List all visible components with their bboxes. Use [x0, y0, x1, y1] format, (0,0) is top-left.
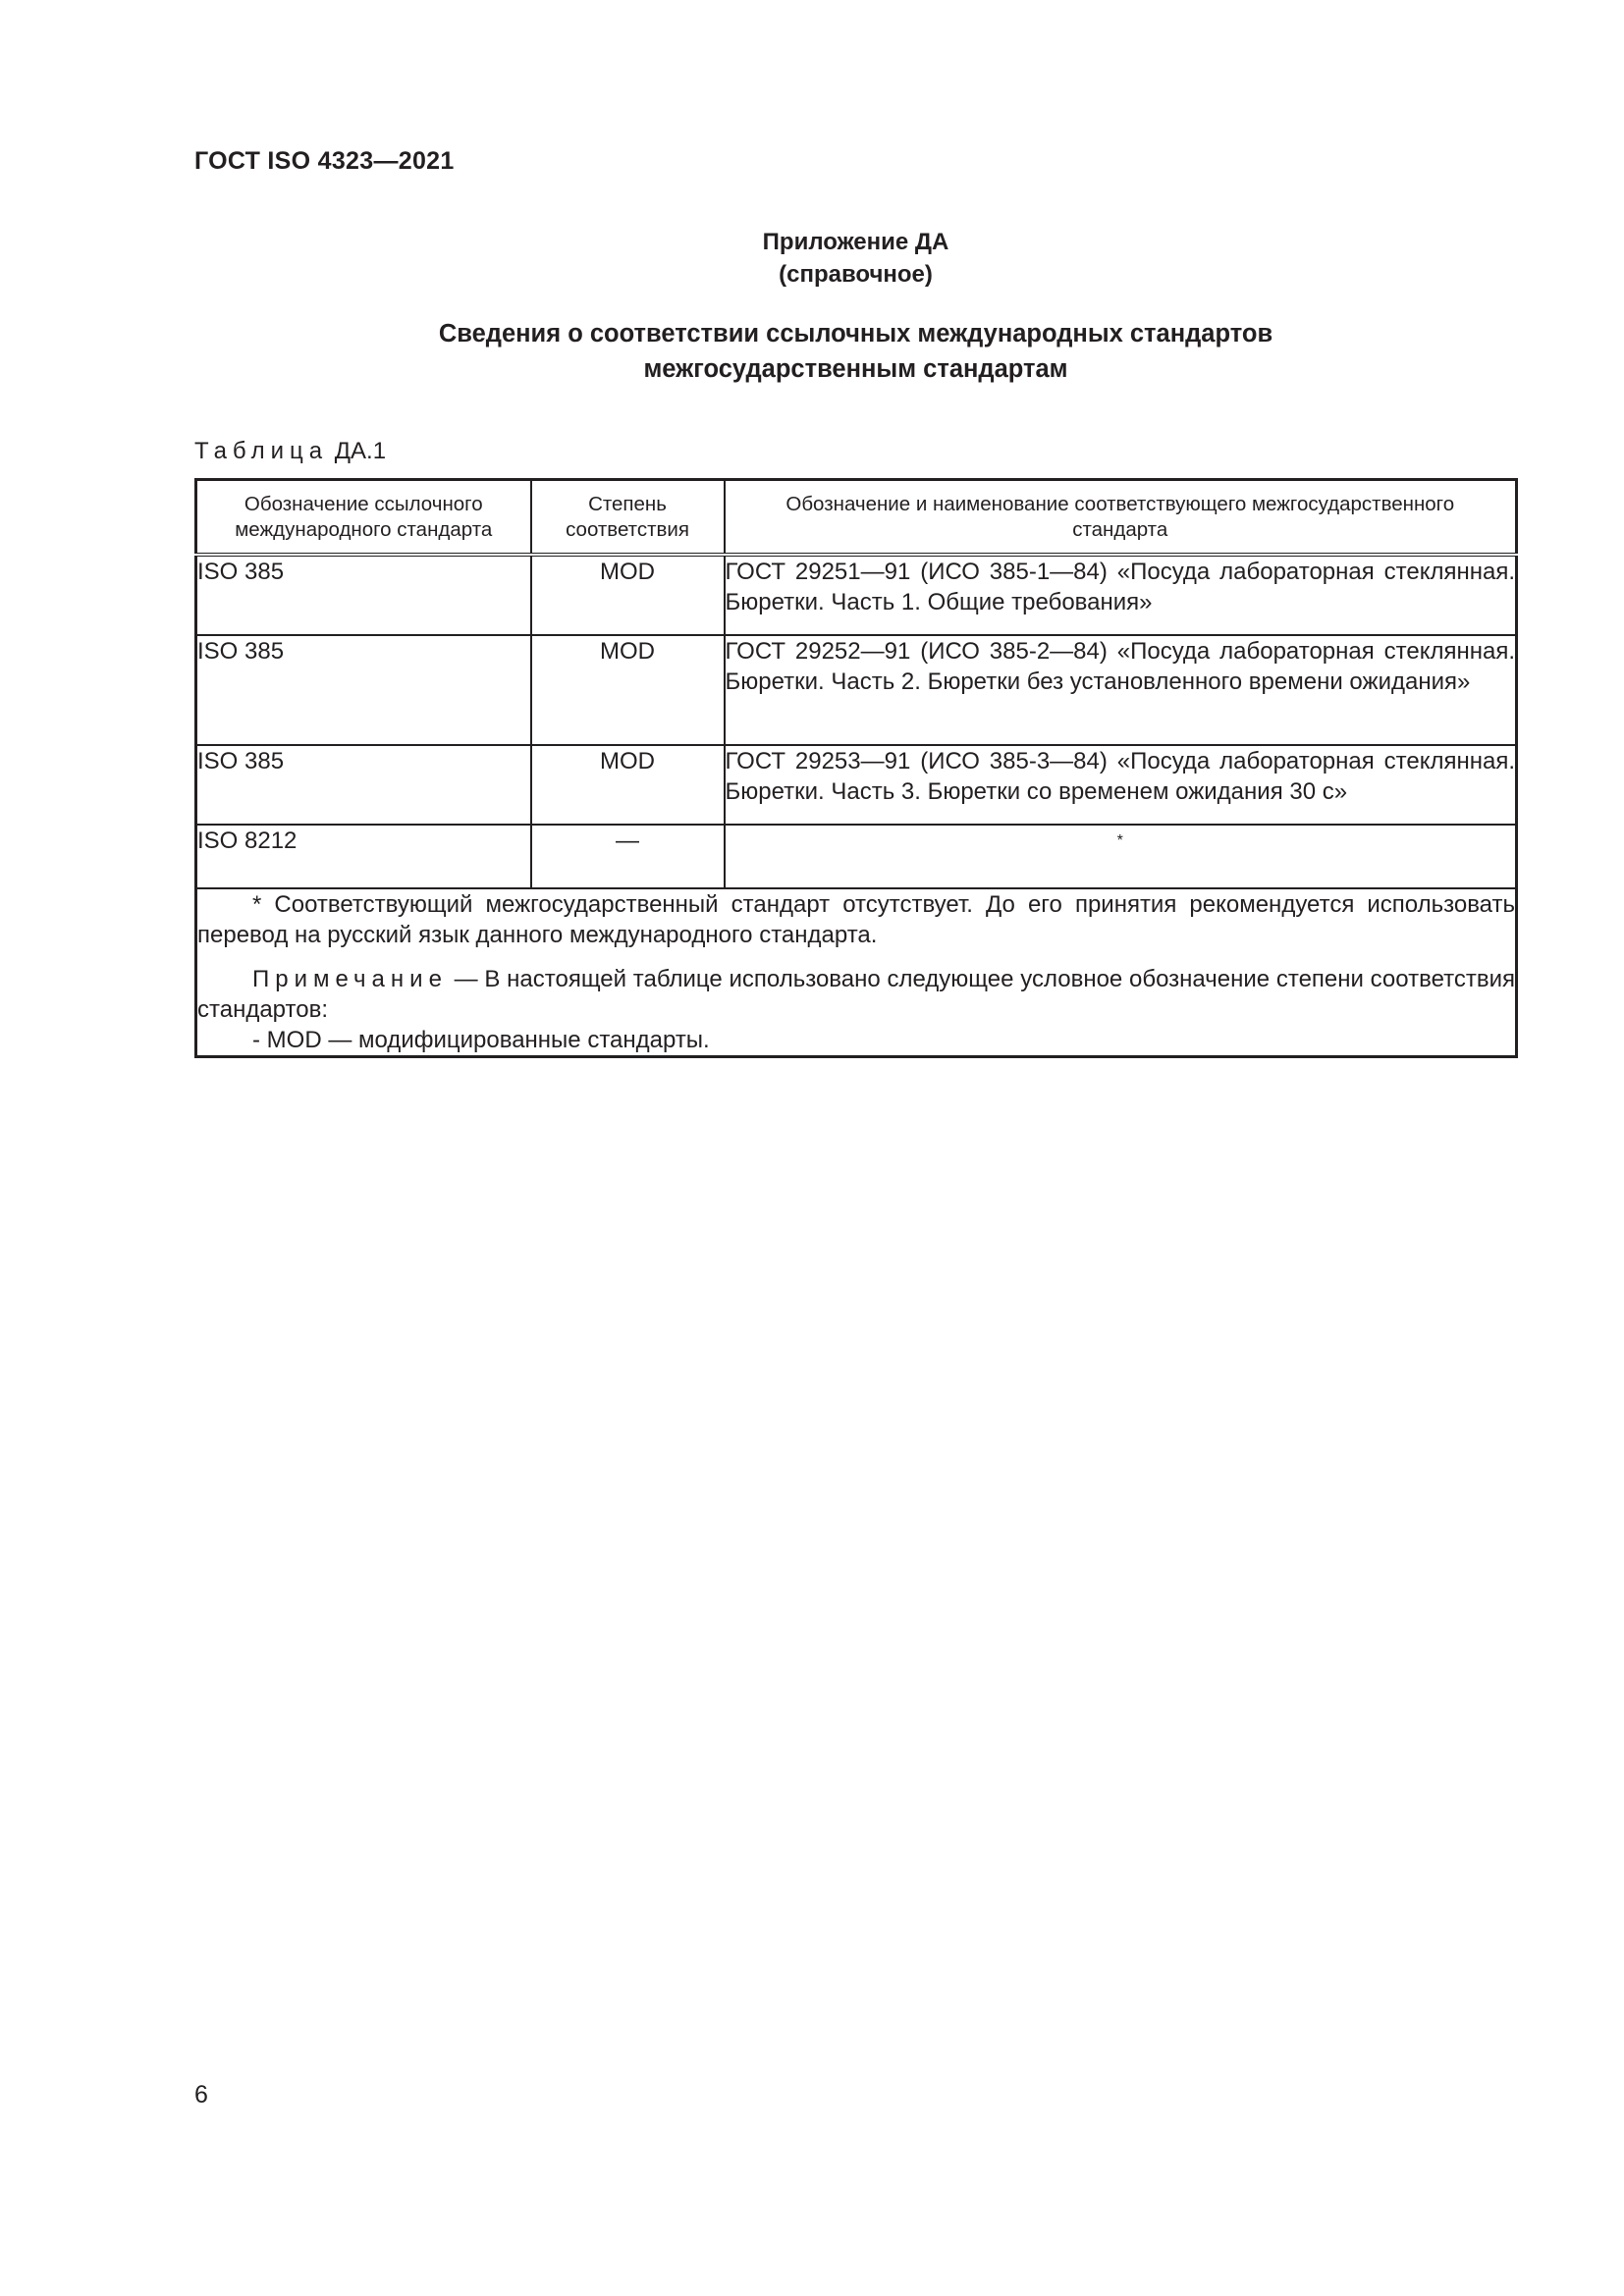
note-label: Примечание — [252, 966, 448, 992]
cell-interstate-standard: ГОСТ 29253—91 (ИСО 385-3—84) «Посуда лабораторная стеклянная. Бюретки. Часть 3. Бюретки со временем ожидания 30 с» — [725, 745, 1517, 825]
document-code: ГОСТ ISO 4323—2021 — [194, 147, 455, 175]
table-notes-row — [196, 888, 1517, 1057]
table-note — [197, 964, 1515, 1025]
correspondence-table — [194, 478, 1518, 1058]
cell-interstate-standard: ГОСТ 29251—91 (ИСО 385-1—84) «Посуда лабораторная стеклянная. Бюретки. Часть 1. Общие требования» — [725, 555, 1517, 635]
cell-interstate-standard: ГОСТ 29252—91 (ИСО 385-2—84) «Посуда лабораторная стеклянная. Бюретки. Часть 2. Бюретки без установленного времени ожидания» — [725, 635, 1517, 745]
table-caption-word: Таблица — [194, 438, 329, 464]
cell-interstate-standard-footnote-mark: * — [725, 825, 1517, 888]
table-row — [196, 825, 1517, 888]
column-header-degree: Степень соответствия — [531, 480, 725, 556]
cell-reference-code: ISO 8212 — [196, 825, 531, 888]
column-header-reference-standard: Обозначение ссылочного международного стандарта — [196, 480, 531, 556]
cell-reference-code: ISO 385 — [196, 745, 531, 825]
cell-degree: MOD — [531, 745, 725, 825]
annex-title-line-1: Сведения о соответствии ссылочных международных стандартов — [438, 320, 1273, 347]
note-mod-definition: - MOD — модифицированные стандарты. — [252, 1027, 710, 1053]
table-notes — [196, 888, 1517, 1057]
table-row — [196, 745, 1517, 825]
table-header-row — [196, 480, 1517, 556]
column-header-interstate-standard: Обозначение и наименование соответствующего межгосударственного стандарта — [725, 480, 1517, 556]
cell-degree: — — [531, 825, 725, 888]
table-caption — [194, 438, 386, 465]
cell-degree: MOD — [531, 555, 725, 635]
cell-reference-code: ISO 385 — [196, 555, 531, 635]
annex-title-line-2: межгосударственным стандартам — [643, 355, 1068, 383]
annex-heading — [194, 226, 1517, 291]
annex-kind: (справочное) — [779, 261, 933, 288]
note-text: — В настоящей таблице использовано следующее условное обозначение степени соответствия стандартов: — [197, 966, 1515, 1023]
table-row — [196, 555, 1517, 635]
annex-label: Приложение ДА — [762, 229, 949, 255]
cell-degree: MOD — [531, 635, 725, 745]
table-row — [196, 635, 1517, 745]
annex-title — [194, 316, 1517, 387]
table-footnote: * Соответствующий межгосударственный стандарт отсутствует. До его принятия рекомендуется использовать перевод на русский язык данного международного стандарта. — [197, 891, 1515, 948]
cell-reference-code: ISO 385 — [196, 635, 531, 745]
table-caption-number: ДА.1 — [334, 438, 387, 464]
page-number: 6 — [194, 2081, 208, 2109]
